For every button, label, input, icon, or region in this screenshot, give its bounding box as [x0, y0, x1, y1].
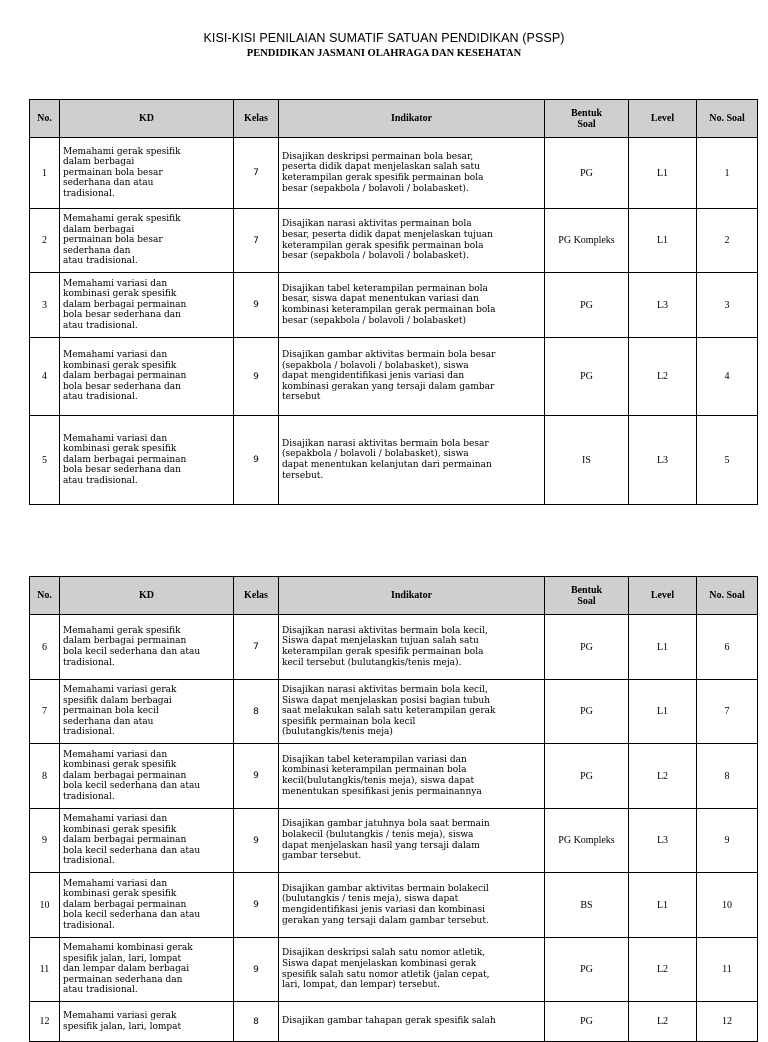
row-kd-text: Memahami variasi dan kombinasi gerak spesifik dalam berbagai permainan bola kecil sederhana dan atau tradisional.	[63, 878, 201, 931]
row-kelas	[234, 338, 279, 416]
row-no-soal-text: 10	[722, 899, 732, 911]
row-bentuk-soal-text: PG	[580, 706, 593, 717]
row-no-soal-text: 2	[724, 235, 730, 246]
row-no-text: 8	[42, 770, 47, 782]
row-indikator	[279, 744, 545, 809]
row-kelas-text: 9	[253, 964, 259, 975]
header-kd: KD	[60, 100, 234, 138]
row-kelas	[234, 873, 279, 938]
row-level-text: L3	[656, 299, 669, 311]
row-kelas	[234, 680, 279, 744]
table-row	[30, 209, 758, 273]
row-no-text: 3	[42, 299, 47, 311]
row-no-text: 4	[42, 371, 47, 382]
row-level	[629, 338, 697, 416]
row-no-soal	[697, 680, 758, 744]
header-no-soal: No. Soal	[697, 100, 758, 138]
row-no-soal	[697, 873, 758, 938]
row-no	[30, 680, 60, 744]
row-level-text: L1	[656, 167, 669, 179]
table-row	[30, 273, 758, 338]
row-no	[30, 138, 60, 209]
row-level	[629, 680, 697, 744]
row-no-text: 7	[42, 706, 47, 717]
row-level-text: L1	[656, 899, 669, 911]
row-bentuk-soal-text: PG Kompleks	[558, 835, 615, 846]
table-row	[30, 1002, 758, 1042]
row-bentuk-soal	[545, 1002, 629, 1042]
row-level-text: L1	[656, 641, 669, 653]
row-indikator-text: Disajikan gambar aktivitas bermain bola besar (sepakbola / bolavoli / bolabasket), siswa dapat mengidentifikasi jenis variasi dan kombinasi gerakan yang tersaji dalam gambar tersebut	[282, 350, 496, 403]
row-level	[629, 938, 697, 1002]
row-level	[629, 138, 697, 209]
row-kelas-text: 7	[253, 168, 259, 178]
row-kd	[60, 138, 234, 209]
row-no	[30, 938, 60, 1002]
row-kelas-text: 9	[253, 900, 259, 910]
row-kd-text: Memahami variasi dan kombinasi gerak spesifik dalam berbagai permainan bola besar sederhana dan atau tradisional.	[63, 433, 187, 486]
row-indikator-text: Disajikan deskripsi salah satu nomor atletik, Siswa dapat menjelaskan kombinasi gerak spesifik salah satu nomor atletik (jalan cepat, lari, lompat, dan lempar) tersebut.	[282, 948, 490, 991]
row-indikator	[279, 138, 545, 209]
row-kd-text: Memahami variasi gerak spesifik dalam berbagai permainan bola kecil sederhana dan atau tradisional.	[63, 685, 177, 738]
row-indikator	[279, 873, 545, 938]
row-level	[629, 273, 697, 338]
row-kd	[60, 680, 234, 744]
row-level-text: L1	[656, 706, 669, 717]
row-no-soal-text: 4	[724, 371, 730, 382]
row-no-text: 12	[39, 1016, 50, 1027]
row-kelas	[234, 209, 279, 273]
row-level-text: L2	[656, 770, 669, 782]
row-no-soal-text: 9	[724, 835, 730, 846]
row-bentuk-soal-text: BS	[580, 899, 593, 911]
row-bentuk-soal	[545, 873, 629, 938]
row-kelas-text: 9	[253, 455, 259, 465]
row-no-text: 6	[42, 641, 47, 653]
row-level-text: L3	[656, 835, 669, 846]
row-kd	[60, 938, 234, 1002]
row-no	[30, 744, 60, 809]
row-kd	[60, 273, 234, 338]
row-kd	[60, 1002, 234, 1042]
row-kd-text: Memahami variasi dan kombinasi gerak spesifik dalam berbagai permainan bola kecil sederhana dan atau tradisional.	[63, 749, 201, 802]
row-kd-text: Memahami gerak spesifik dalam berbagai permainan bola kecil sederhana dan atau tradisional.	[63, 625, 201, 668]
row-level	[629, 744, 697, 809]
row-indikator	[279, 1002, 545, 1042]
row-no-soal	[697, 209, 758, 273]
row-bentuk-soal-text: PG	[580, 641, 593, 653]
row-kd	[60, 615, 234, 680]
row-no-text: 2	[42, 235, 47, 246]
row-kd	[60, 809, 234, 873]
row-level	[629, 809, 697, 873]
row-no-soal	[697, 273, 758, 338]
row-kd-text: Memahami variasi dan kombinasi gerak spesifik dalam berbagai permainan bola besar sederhana dan atau tradisional.	[63, 278, 187, 331]
row-indikator-text: Disajikan gambar aktivitas bermain bolakecil (bulutangkis / tenis meja), siswa dapat mengidentifikasi jenis variasi dan kombinasi gerakan yang tersaji dalam gambar tersebut.	[282, 883, 489, 926]
row-indikator-text: Disajikan narasi aktivitas bermain bola kecil, Siswa dapat menjelaskan tujuan salah satu keterampilan gerak spesifik permainan bola kecil tersebut (bulutangkis/tenis meja).	[282, 625, 488, 668]
row-no-soal	[697, 338, 758, 416]
row-no	[30, 416, 60, 505]
row-no-text: 1	[42, 167, 47, 179]
table-row	[30, 338, 758, 416]
row-no-text: 9	[42, 835, 47, 846]
table-row	[30, 615, 758, 680]
row-bentuk-soal	[545, 809, 629, 873]
row-no-soal-text: 8	[724, 770, 730, 782]
row-no	[30, 273, 60, 338]
table-row	[30, 416, 758, 505]
row-kelas	[234, 416, 279, 505]
row-kelas	[234, 138, 279, 209]
row-level	[629, 1002, 697, 1042]
row-kelas	[234, 273, 279, 338]
kisi-table-1	[29, 99, 758, 505]
row-indikator-text: Disajikan deskripsi permainan bola besar, peserta didik dapat menjelaskan salah satu keterampilan gerak spesifik permainan bola besar (sepakbola / bolavoli / bolabasket).	[282, 151, 484, 194]
row-kd-text: Memahami variasi dan kombinasi gerak spesifik dalam berbagai permainan bola besar sederhana dan atau tradisional.	[63, 350, 187, 403]
row-bentuk-soal-text: PG	[580, 964, 593, 975]
row-kelas-text: 8	[253, 706, 259, 717]
row-bentuk-soal	[545, 416, 629, 505]
document-subtitle: PENDIDIKAN JASMANI OLAHRAGA DAN KESEHATAN	[246, 48, 522, 59]
row-level	[629, 416, 697, 505]
row-no-soal-text: 3	[724, 299, 730, 311]
row-level-text: L3	[656, 454, 669, 466]
row-kelas	[234, 938, 279, 1002]
row-level-text: L1	[656, 235, 669, 246]
row-bentuk-soal-text: PG	[580, 167, 593, 179]
row-no-soal	[697, 809, 758, 873]
header-bentuk-soal: Bentuk Soal	[545, 100, 629, 138]
header-no: No.	[30, 100, 60, 138]
row-no-soal-text: 1	[724, 167, 730, 179]
row-kelas-text: 9	[253, 300, 259, 310]
row-kelas	[234, 744, 279, 809]
row-level	[629, 873, 697, 938]
row-no-soal-text: 6	[724, 641, 730, 653]
row-kelas-text: 9	[253, 771, 259, 781]
table-row	[30, 744, 758, 809]
row-kelas-text: 9	[253, 371, 259, 382]
row-no-soal-text: 12	[722, 1016, 732, 1027]
row-bentuk-soal	[545, 744, 629, 809]
row-kelas-text: 7	[253, 642, 259, 652]
row-indikator-text: Disajikan narasi aktivitas bermain bola besar (sepakbola / bolavoli / bolabasket), siswa dapat menentukan kelanjutan dari permainan tersebut.	[282, 438, 492, 481]
header-indikator: Indikator	[279, 577, 545, 615]
row-no-soal-text: 7	[724, 706, 730, 717]
kisi-table-2	[29, 576, 758, 1042]
row-no-soal	[697, 615, 758, 680]
row-no	[30, 615, 60, 680]
row-kelas-text: 8	[253, 1016, 259, 1027]
row-bentuk-soal	[545, 138, 629, 209]
document-title: KISI-KISI PENILAIAN SUMATIF SATUAN PENDIDIKAN (PSSP)	[203, 31, 565, 45]
row-no	[30, 1002, 60, 1042]
table-header-row	[30, 100, 758, 138]
table-row	[30, 938, 758, 1002]
row-no-soal	[697, 416, 758, 505]
row-no-soal-text: 11	[722, 964, 732, 975]
row-bentuk-soal-text: IS	[582, 454, 591, 466]
row-no-soal	[697, 938, 758, 1002]
row-indikator-text: Disajikan narasi aktivitas bermain bola kecil, Siswa dapat menjelaskan posisi bagian tubuh saat melakukan salah satu keterampilan gerak spesifik permainan bola kecil (bulutangkis/tenis meja)	[282, 685, 496, 738]
row-no-soal	[697, 744, 758, 809]
row-no-soal-text: 5	[724, 454, 730, 466]
row-no-soal	[697, 1002, 758, 1042]
row-bentuk-soal	[545, 338, 629, 416]
row-kelas-text: 9	[253, 835, 259, 846]
row-indikator	[279, 615, 545, 680]
row-level-text: L2	[656, 964, 669, 975]
row-kd-text: Memahami gerak spesifik dalam berbagai permainan bola besar sederhana dan atau tradisional.	[63, 146, 181, 199]
row-no	[30, 809, 60, 873]
row-kd	[60, 873, 234, 938]
row-indikator	[279, 938, 545, 1002]
row-kelas	[234, 809, 279, 873]
row-bentuk-soal-text: PG	[580, 1016, 593, 1027]
row-bentuk-soal	[545, 680, 629, 744]
row-indikator	[279, 273, 545, 338]
row-indikator	[279, 416, 545, 505]
table-row	[30, 873, 758, 938]
table-row	[30, 138, 758, 209]
row-kelas	[234, 615, 279, 680]
row-kd	[60, 416, 234, 505]
row-no	[30, 209, 60, 273]
row-kd	[60, 338, 234, 416]
header-kelas: Kelas	[234, 100, 279, 138]
row-indikator	[279, 809, 545, 873]
row-indikator	[279, 338, 545, 416]
row-indikator-text: Disajikan narasi aktivitas permainan bola besar, peserta didik dapat menjelaskan tujuan keterampilan gerak spesifik permainan bola besar (sepakbola / bolavoli / bolabasket).	[282, 219, 493, 262]
row-bentuk-soal-text: PG	[580, 299, 593, 311]
table-row	[30, 809, 758, 873]
header-kelas: Kelas	[234, 577, 279, 615]
row-no-soal	[697, 138, 758, 209]
row-bentuk-soal	[545, 209, 629, 273]
row-kd-text: Memahami variasi gerak spesifik jalan, lari, lompat	[63, 1010, 182, 1032]
row-no	[30, 873, 60, 938]
header-no-soal: No. Soal	[697, 577, 758, 615]
row-kd-text: Memahami kombinasi gerak spesifik jalan, lari, lompat dan lempar dalam berbagai permainan sederhana dan atau tradisional.	[63, 943, 193, 996]
table-header-row	[30, 577, 758, 615]
row-level-text: L2	[656, 1016, 669, 1027]
row-kd	[60, 209, 234, 273]
header-indikator: Indikator	[279, 100, 545, 138]
row-indikator	[279, 209, 545, 273]
row-indikator-text: Disajikan tabel keterampilan variasi dan kombinasi keterampilan permainan bola kecil(bulutangkis/tenis meja), siswa dapat menentukan spesifikasi jenis permainannya	[282, 754, 482, 797]
row-no-text: 11	[39, 964, 50, 975]
row-no-text: 5	[42, 454, 47, 466]
header-kd: KD	[60, 577, 234, 615]
row-indikator-text: Disajikan tabel keterampilan permainan bola besar, siswa dapat menentukan variasi dan kombinasi keterampilan gerak permainan bola besar (sepakbola / bolavoli / bolabasket)	[282, 283, 496, 326]
row-bentuk-soal	[545, 273, 629, 338]
row-no	[30, 338, 60, 416]
row-level	[629, 615, 697, 680]
row-bentuk-soal	[545, 938, 629, 1002]
table-row	[30, 680, 758, 744]
row-bentuk-soal	[545, 615, 629, 680]
header-level: Level	[629, 100, 697, 138]
row-kd	[60, 744, 234, 809]
header-level: Level	[629, 577, 697, 615]
row-kd-text: Memahami variasi dan kombinasi gerak spesifik dalam berbagai permainan bola kecil sederhana dan atau tradisional.	[63, 814, 201, 867]
row-kd-text: Memahami gerak spesifik dalam berbagai permainan bola besar sederhana dan atau tradisional.	[63, 214, 181, 267]
row-bentuk-soal-text: PG	[580, 371, 593, 382]
row-indikator-text: Disajikan gambar tahapan gerak spesifik salah	[282, 1016, 496, 1027]
row-bentuk-soal-text: PG	[580, 770, 593, 782]
row-kelas-text: 7	[253, 235, 259, 246]
row-no-text: 10	[39, 899, 50, 911]
row-bentuk-soal-text: PG Kompleks	[558, 235, 615, 246]
header-bentuk-soal: Bentuk Soal	[545, 577, 629, 615]
header-no: No.	[30, 577, 60, 615]
row-indikator-text: Disajikan gambar jatuhnya bola saat bermain bolakecil (bulutangkis / tenis meja), siswa dapat menjelaskan hasil yang tersaji dalam gambar tersebut.	[282, 819, 490, 862]
row-kelas	[234, 1002, 279, 1042]
row-level-text: L2	[656, 371, 669, 382]
row-level	[629, 209, 697, 273]
row-indikator	[279, 680, 545, 744]
